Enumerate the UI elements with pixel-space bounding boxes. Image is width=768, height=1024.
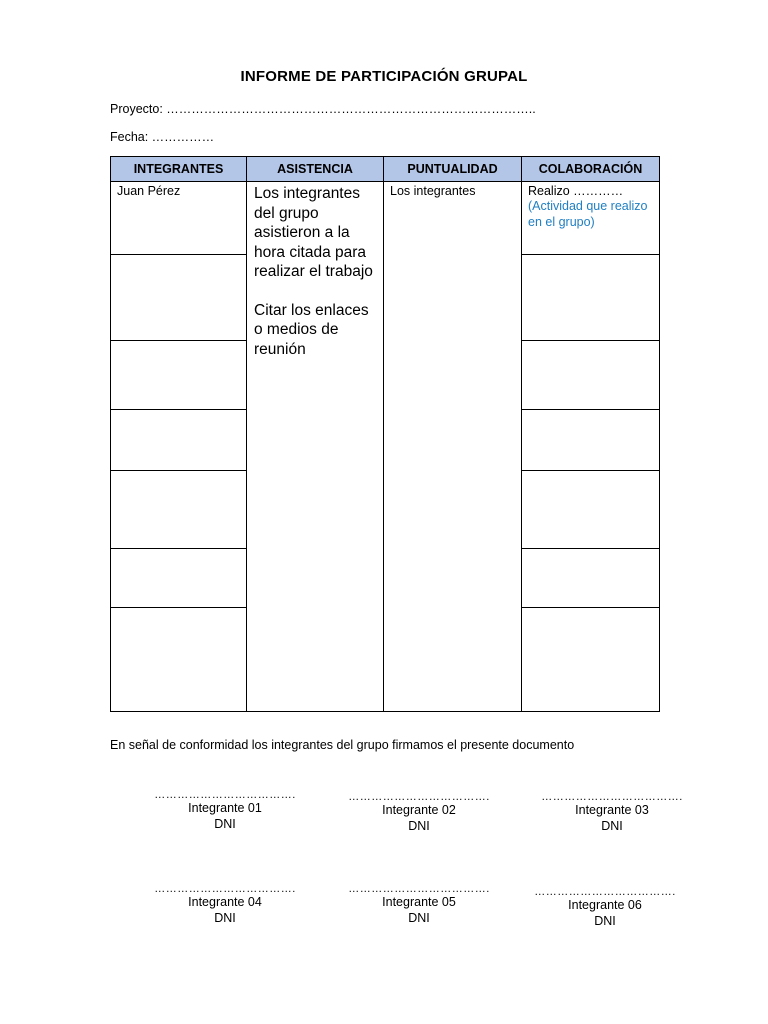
signature-block-03[interactable] xyxy=(537,792,687,834)
integrante-cell[interactable] xyxy=(111,255,247,341)
colaboracion-cell[interactable] xyxy=(522,255,660,341)
fecha-field: Fecha: …………… xyxy=(110,130,215,144)
asistencia-note: Citar los enlaces o medios de reunión xyxy=(254,301,369,358)
participation-table xyxy=(110,156,660,712)
signature-dni: DNI xyxy=(408,911,430,925)
document-title: INFORME DE PARTICIPACIÓN GRUPAL xyxy=(240,68,528,85)
signature-dni: DNI xyxy=(408,819,430,833)
signature-line: ………………………………. xyxy=(154,883,296,895)
puntualidad-cell xyxy=(384,182,522,712)
signature-name: Integrante 04 xyxy=(188,895,262,909)
integrante-name: Juan Pérez xyxy=(117,184,181,198)
table-row xyxy=(111,182,660,255)
integrante-cell[interactable] xyxy=(111,608,247,712)
signature-dni: DNI xyxy=(601,819,623,833)
proyecto-field: Proyecto: …………………………………………………………………………….. xyxy=(110,102,536,116)
signature-block-02[interactable] xyxy=(344,792,494,834)
colaboracion-cell[interactable] xyxy=(522,608,660,712)
signature-line: ………………………………. xyxy=(348,883,490,895)
integrante-cell[interactable] xyxy=(111,471,247,549)
signature-name: Integrante 01 xyxy=(188,801,262,815)
signature-line: ………………………………. xyxy=(348,791,490,803)
header-asistencia: ASISTENCIA xyxy=(247,157,384,182)
colaboracion-cell xyxy=(522,182,660,255)
signature-block-05[interactable] xyxy=(344,884,494,926)
colaboracion-note: (Actividad que realizo en el grupo) xyxy=(528,199,648,229)
signature-name: Integrante 03 xyxy=(575,803,649,817)
header-puntualidad: PUNTUALIDAD xyxy=(384,157,522,182)
signature-dni: DNI xyxy=(594,914,616,928)
signature-name: Integrante 05 xyxy=(382,895,456,909)
colaboracion-cell[interactable] xyxy=(522,341,660,410)
signature-line: ………………………………. xyxy=(154,789,296,801)
signature-dni: DNI xyxy=(214,911,236,925)
header-integrantes: INTEGRANTES xyxy=(111,157,247,182)
signature-block-01[interactable] xyxy=(150,790,300,832)
integrante-cell[interactable] xyxy=(111,549,247,608)
asistencia-text: Los integrantes del grupo asistieron a la hora citada para realizar el trabajo xyxy=(254,185,373,280)
integrante-cell[interactable] xyxy=(111,341,247,410)
table-header-row xyxy=(111,157,660,182)
puntualidad-text: Los integrantes xyxy=(390,184,476,198)
signature-dni: DNI xyxy=(214,817,236,831)
signature-name: Integrante 06 xyxy=(568,898,642,912)
signature-line: ………………………………. xyxy=(541,791,683,803)
colaboracion-text: Realizo ………… xyxy=(528,184,624,198)
integrante-cell[interactable] xyxy=(111,410,247,471)
integrante-cell xyxy=(111,182,247,255)
asistencia-cell xyxy=(247,182,384,712)
conformidad-text: En señal de conformidad los integrantes del grupo firmamos el presente documento xyxy=(110,738,575,752)
colaboracion-cell[interactable] xyxy=(522,471,660,549)
signature-block-04[interactable] xyxy=(150,884,300,926)
colaboracion-cell[interactable] xyxy=(522,410,660,471)
colaboracion-cell[interactable] xyxy=(522,549,660,608)
signature-block-06[interactable] xyxy=(530,887,680,929)
signature-line: ………………………………. xyxy=(534,886,676,898)
header-colaboracion: COLABORACIÓN xyxy=(522,157,660,182)
signature-name: Integrante 02 xyxy=(382,803,456,817)
